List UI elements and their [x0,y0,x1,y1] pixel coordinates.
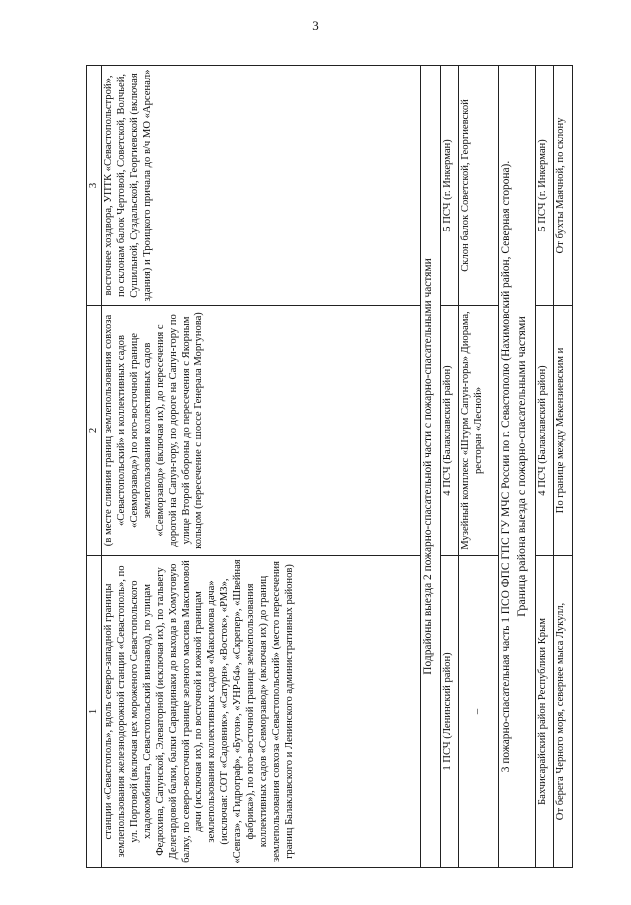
cell-boundary-col3: От бухты Маячной, по склону [554,66,573,306]
cell-subdistrict-col2: Музейный комплекс «Штурм Сапун-горы» Диорама, ресторан «Лесной» [459,306,499,556]
column-number-1: 1 [87,556,102,868]
unit-header-1: Бахчисарайский район Республики Крым [535,556,554,868]
section-heading-row [499,66,535,868]
unit-header-2: 4 ПСЧ (Балаклавский район) [535,306,554,556]
unit-header-1: 1 ПСЧ (Ленинский район) [440,556,459,868]
cell-boundary-col1: станции «Севастополь», вдоль северо-западной границы землепользования железнодорожной станции «Севастополь», по ул. Портовой (включая цех мороженого Севастопольского хладокомбината, Севастопольский винзавод), по улицам Федюхина, Сапунской, Элеваторной (исключая их), по тальвегу Делегардовой балки, балки Сарандинаки до выхода в Хомутовую балку, по северо-восточной границе зеленого массива Максимовой дачи (исключая их), по восточной и южной границам землепользования коллективных садов «Максимова дача» (исключая: СОТ «Садовник», «Сатурн», «Восток», «РМЗ», «Севгаз», «Гидрограф», «Бутон», «УНР-64», «Скрепер», «Швейная фабрика»), по юго-восточной границе землепользования коллективных садов «Севморзавод» (включая их) до границ землепользования совхоза «Севастопольский» (место пересечения границ Балаклавского и Ленинского административных районов) [102,556,421,868]
column-number-3: 3 [87,66,102,306]
table-row [554,66,573,868]
section2-subheading: Граница района выезда с пожарно-спасательными частями [513,316,528,617]
column-number-row [87,66,102,868]
cell-boundary-col3: восточнее хоздвора, УПТК «Севастопольстрой», по склонам балок Чертовой, Советской, Волчьей, Сушильной, Суздальской, Георгиевской (включая здания) и Троицкого причала до в/ч МО «Арсенал» [102,66,421,306]
fire-districts-table [86,65,573,868]
unit-header-2: 4 ПСЧ (Балаклавский район) [440,306,459,556]
unit-header-row [440,66,459,868]
section2-heading [499,66,535,868]
section1-heading: Подрайоны выезда 2 пожарно-спасательной части с пожарно-спасательными частями [421,66,441,868]
cell-boundary-col1: От берега Черного моря, севернее мыса Лукулл, [554,556,573,868]
table-row [459,66,499,868]
column-number-2: 2 [87,306,102,556]
cell-subdistrict-col3: Склон балок Советской, Георгиевской [459,66,499,306]
cell-boundary-col2: По границе между Мекензиевским и [554,306,573,556]
table-wrapper [86,66,573,868]
page-number: 3 [312,18,319,33]
table-row [102,66,421,868]
cell-subdistrict-col1: – [459,556,499,868]
cell-boundary-col2: (в месте слияния границ землепользования совхоза «Севастопольский» и коллективных садов «Севморзавод») по юго-восточной границе землепользования коллективных садов «Севморзавод» (включая их), до пересечения с дорогой на Сапун-гору, по дороге на Сапун-гору по улице Второй обороны до пересечения с Якорным кольцом (пересечение с шоссе Генерала Моргунова) [102,306,421,556]
section2-heading-text: 3 пожарно-спасательная часть 1 ПСО ФПС ГПС ГУ МЧС России по г. Севастополю (Нахимовский район, Северная сторона). [500,160,513,773]
unit-header-3: 5 ПСЧ (г. Инкерман) [440,66,459,306]
section-heading-row [421,66,441,868]
unit-header-3: 5 ПСЧ (г. Инкерман) [535,66,554,306]
rotated-table-frame [86,66,573,868]
unit-header-row [535,66,554,868]
